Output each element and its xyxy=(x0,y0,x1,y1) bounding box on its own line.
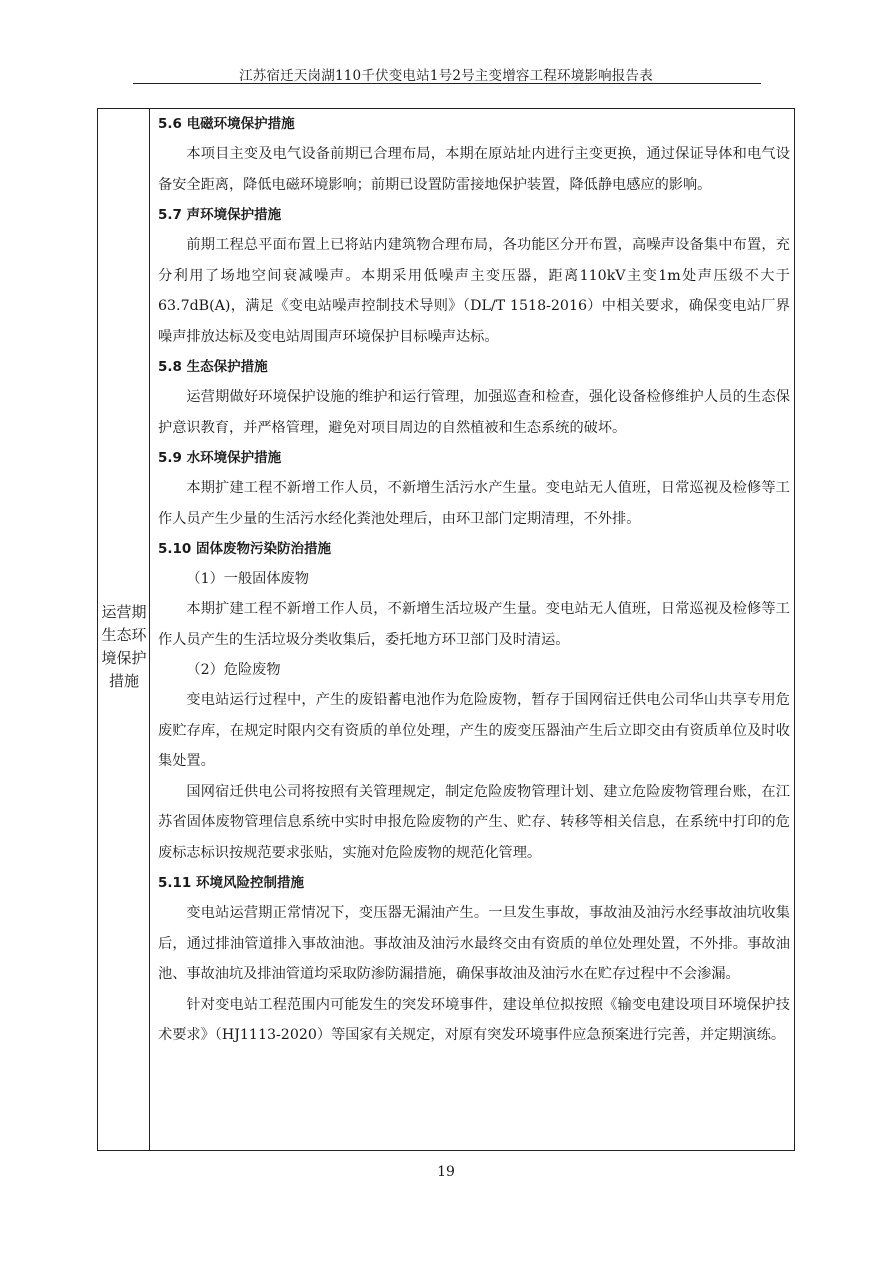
row-label-line: 运营期 xyxy=(101,603,147,621)
row-label-line: 措施 xyxy=(108,672,139,690)
section-title-5-7: 5.7 声环境保护措施 xyxy=(158,207,282,223)
subsection-hazardous-waste: （2）危险废物 xyxy=(186,662,281,678)
section-title-5-8: 5.8 生态保护措施 xyxy=(158,359,268,375)
paragraph: 变电站运行过程中，产生的废铅蓄电池作为危险废物，暂存于国网宿迁供电公司华山共享专用危废贮存库，在规定时限内交有资质的单位处理，产生的废变压器油产生后立即交由有资质单位及时收集处置。 xyxy=(158,692,790,769)
section-title-5-11: 5.11 环境风险控制措施 xyxy=(158,875,305,891)
subsection-general-solid-waste: （1）一般固体废物 xyxy=(186,571,309,587)
document-header: 江苏宿迁天岗湖110千伏变电站1号2号主变增容工程环境影响报告表 xyxy=(239,68,653,84)
row-label-cell xyxy=(98,109,150,1150)
section-title-5-6: 5.6 电磁环境保护措施 xyxy=(158,116,295,132)
row-label-line: 生态环 xyxy=(101,626,147,644)
section-title-5-10: 5.10 固体废物污染防治措施 xyxy=(158,541,332,557)
page-number: 19 xyxy=(437,1164,455,1180)
paragraph: 针对变电站工程范围内可能发生的突发环境事件，建设单位拟按照《输变电建设项目环境保护技术要求》（HJ1113-2020）等国家有关规定，对原有突发环境事件应急预案进行完善，并定期演练。 xyxy=(158,996,790,1043)
row-label-line: 境保护 xyxy=(101,649,147,667)
paragraph: 变电站运营期正常情况下，变压器无漏油产生。一旦发生事故，事故油及油污水经事故油坑收集后，通过排油管道排入事故油池。事故油及油污水最终交由有资质的单位处理处置，不外排。事故油池、事故油坑及排油管道均采取防渗防漏措施，确保事故油及油污水在贮存过程中不会渗漏。 xyxy=(158,905,790,982)
section-title-5-9: 5.9 水环境保护措施 xyxy=(158,450,282,466)
measures-table xyxy=(97,108,795,1151)
paragraph: 前期工程总平面布置上已将站内建筑物合理布局，各功能区分开布置，高噪声设备集中布置，充分利用了场地空间衰减噪声。本期采用低噪声主变压器，距离110kV主变1m处声压级不大于 63.7dB(A)，满足《变电站噪声控制技术导则》（DL/T 1518-2016）中相关要求，确保变电站厂界噪声排放达标及变电站周围声环境保护目标噪声达标。 xyxy=(158,237,790,345)
header-rule xyxy=(133,83,761,84)
paragraph: 国网宿迁供电公司将按照有关管理规定，制定危险废物管理计划、建立危险废物管理台账，在江苏省固体废物管理信息系统中实时申报危险废物的产生、贮存、转移等相关信息，在系统中打印的危废标志标识按规范要求张贴，实施对危险废物的规范化管理。 xyxy=(158,783,790,861)
paragraph: 本项目主变及电气设备前期已合理布局，本期在原站址内进行主变更换，通过保证导体和电气设备安全距离，降低电磁环境影响；前期已设置防雷接地保护装置，降低静电感应的影响。 xyxy=(158,146,790,193)
paragraph: 运营期做好环境保护设施的维护和运行管理，加强巡查和检查，强化设备检修维护人员的生态保护意识教育，并严格管理，避免对项目周边的自然植被和生态系统的破坏。 xyxy=(158,389,790,436)
content-cell xyxy=(158,109,790,1051)
row-label xyxy=(98,601,150,693)
paragraph: 本期扩建工程不新增工作人员，不新增生活污水产生量。变电站无人值班，日常巡视及检修等工作人员产生少量的生活污水经化粪池处理后，由环卫部门定期清理，不外排。 xyxy=(158,480,790,527)
paragraph: 本期扩建工程不新增工作人员，不新增生活垃圾产生量。变电站无人值班，日常巡视及检修等工作人员产生的生活垃圾分类收集后，委托地方环卫部门及时清运。 xyxy=(158,601,790,648)
